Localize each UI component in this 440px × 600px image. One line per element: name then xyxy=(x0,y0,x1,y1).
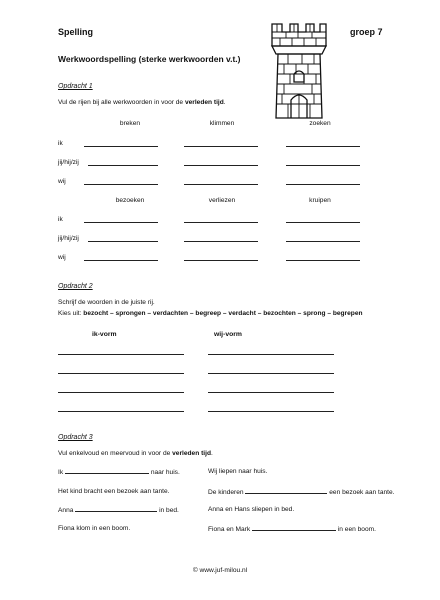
answer-line[interactable] xyxy=(58,411,184,412)
section3-instruction-bold: verleden tijd xyxy=(172,450,211,457)
page-subtitle: Werkwoordspelling (sterke werkwoorden v.t.) xyxy=(58,54,241,64)
answer-line[interactable] xyxy=(208,373,334,374)
section3-instruction xyxy=(58,450,213,457)
choose-words: bezocht – sprongen – verdachten – begreep – verdacht – bezochten – sprong – begrepen xyxy=(83,310,363,317)
section1-instruction-text: Vul de rijen bij alle werkwoorden in voor de xyxy=(58,99,185,106)
sentence-part: in een boom. xyxy=(337,526,376,533)
verb-header: klimmen xyxy=(209,120,235,127)
choose-label: Kies uit: xyxy=(58,310,84,317)
answer-line[interactable] xyxy=(208,392,334,393)
section2-word-choices xyxy=(58,310,363,317)
section3-instruction-text: Vul enkelvoud en meervoud in voor de xyxy=(58,450,173,457)
answer-line[interactable] xyxy=(245,488,327,494)
sentence-part: een bezoek aan tante. xyxy=(329,489,395,496)
section3-title: Opdracht 3 xyxy=(58,434,93,441)
answer-line[interactable] xyxy=(84,260,158,261)
answer-line[interactable] xyxy=(88,165,158,166)
verb-header: bezoeken xyxy=(115,197,145,204)
castle-tower-icon xyxy=(268,22,330,122)
answer-line[interactable] xyxy=(184,260,258,261)
grade-label: groep 7 xyxy=(350,27,383,37)
answer-line[interactable] xyxy=(84,222,158,223)
answer-line[interactable] xyxy=(58,373,184,374)
pronoun-label: wij xyxy=(58,178,66,185)
answer-line[interactable] xyxy=(208,354,334,355)
answer-line[interactable] xyxy=(208,411,334,412)
sentence-part: Fiona en Mark xyxy=(208,526,251,533)
section1-title: Opdracht 1 xyxy=(58,83,93,90)
answer-line[interactable] xyxy=(58,354,184,355)
section3-instruction-end: . xyxy=(210,450,213,457)
page-title: Spelling xyxy=(58,27,94,37)
answer-line[interactable] xyxy=(84,146,158,147)
exercise-left: Fiona klom in een boom. xyxy=(58,525,131,532)
answer-line[interactable] xyxy=(286,241,360,242)
pronoun-label: jij/hij/zij xyxy=(58,235,79,242)
pronoun-label: jij/hij/zij xyxy=(58,159,79,166)
answer-line[interactable] xyxy=(75,506,157,512)
answer-line[interactable] xyxy=(286,260,360,261)
answer-line[interactable] xyxy=(65,468,149,474)
answer-line[interactable] xyxy=(286,184,360,185)
exercise-right: Anna en Hans sliepen in bed. xyxy=(208,506,295,513)
answer-line[interactable] xyxy=(88,241,158,242)
section1-instruction xyxy=(58,99,226,106)
exercise-left: Het kind bracht een bezoek aan tante. xyxy=(58,488,170,495)
verb-header: zoeken xyxy=(309,120,331,127)
exercise-left xyxy=(58,468,180,476)
exercise-right xyxy=(208,525,376,533)
wij-vorm-header: wij-vorm xyxy=(214,331,242,338)
answer-line[interactable] xyxy=(286,146,360,147)
section2-instruction: Schrijf de woorden in de juiste rij. xyxy=(58,299,155,306)
sentence-part: Anna xyxy=(58,507,74,514)
verb-header: breken xyxy=(119,120,141,127)
section1-instruction-end: . xyxy=(223,99,226,106)
answer-line[interactable] xyxy=(286,165,360,166)
answer-line[interactable] xyxy=(252,525,336,531)
exercise-right xyxy=(208,488,395,496)
section2-title: Opdracht 2 xyxy=(58,283,93,290)
pronoun-label: wij xyxy=(58,254,66,261)
answer-line[interactable] xyxy=(58,392,184,393)
pronoun-label: ik xyxy=(58,140,63,147)
footer-copyright: © www.juf-milou.nl xyxy=(192,567,248,574)
pronoun-label: ik xyxy=(58,216,63,223)
exercise-left xyxy=(58,506,179,514)
sentence-part: Ik xyxy=(58,469,64,476)
answer-line[interactable] xyxy=(286,222,360,223)
verb-header: kruipen xyxy=(309,197,331,204)
section1-instruction-bold: verleden tijd xyxy=(184,99,224,106)
sentence-part: in bed. xyxy=(159,507,179,514)
answer-line[interactable] xyxy=(184,222,258,223)
answer-line[interactable] xyxy=(184,241,258,242)
answer-line[interactable] xyxy=(184,146,258,147)
answer-line[interactable] xyxy=(84,184,158,185)
exercise-right: Wij liepen naar huis. xyxy=(208,468,268,475)
verb-header: verliezen xyxy=(208,197,236,204)
ik-vorm-header: ik-vorm xyxy=(92,331,117,338)
sentence-part: naar huis. xyxy=(150,469,180,476)
answer-line[interactable] xyxy=(184,165,258,166)
sentence-part: De kinderen xyxy=(208,489,244,496)
answer-line[interactable] xyxy=(184,184,258,185)
